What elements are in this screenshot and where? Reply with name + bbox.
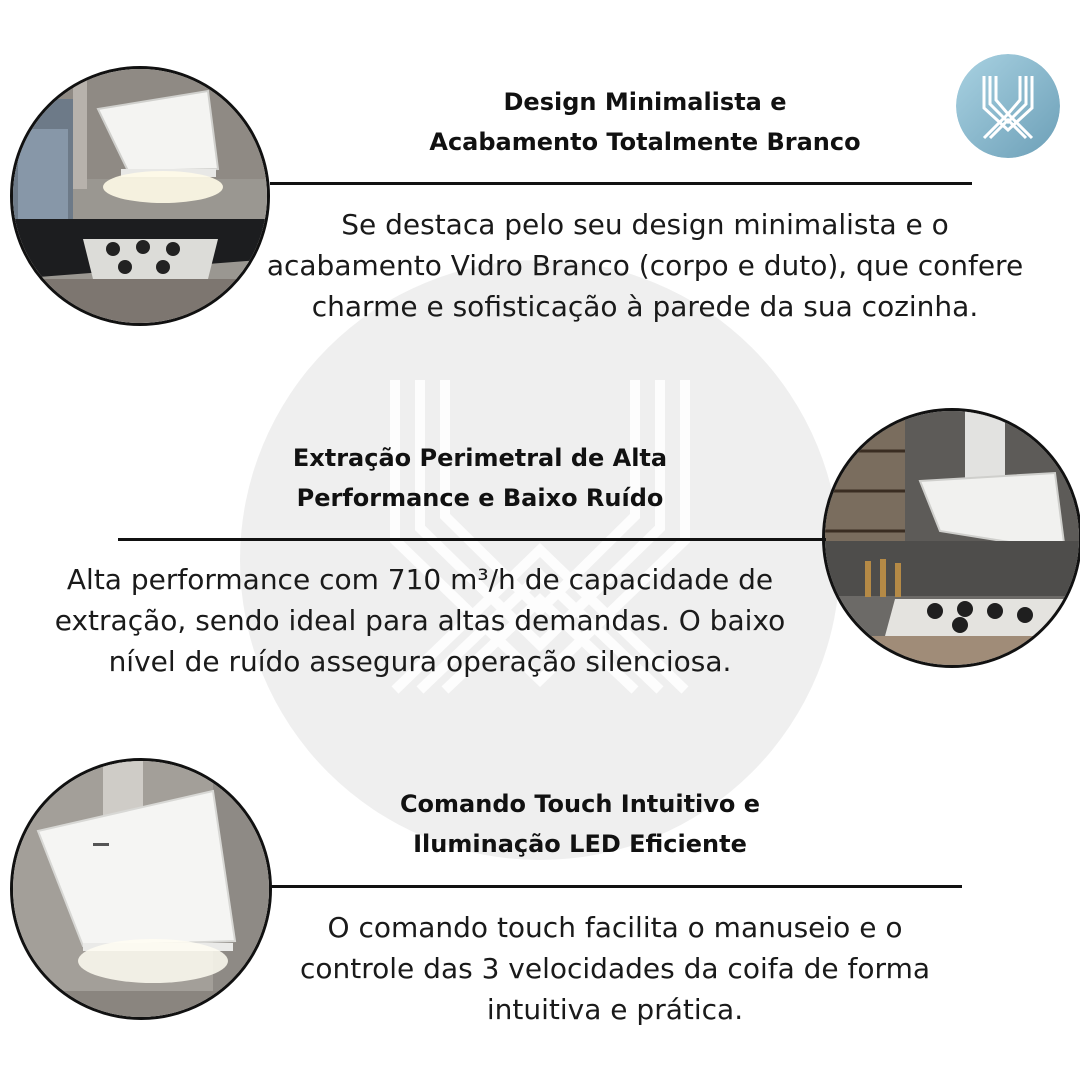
body-line: controle das 3 velocidades da coifa de forma [299, 952, 930, 985]
section-body-extraction [20, 559, 820, 682]
body-line: Alta performance com 710 m³/h de capacidade de [66, 563, 774, 596]
title-line: Performance e Baixo Ruído [296, 484, 664, 512]
body-line: O comando touch facilita o manuseio e o [327, 911, 903, 944]
body-line: Se destaca pelo seu design minimalista e o [341, 208, 949, 241]
divider [270, 182, 972, 185]
body-line: extração, sendo ideal para altas demandas. O baixo [54, 604, 786, 637]
divider [270, 885, 962, 888]
body-line: intuitiva e prática. [486, 993, 744, 1026]
section-title-touch-control [230, 784, 930, 864]
divider [118, 538, 826, 541]
product-photo-kitchen-2 [822, 408, 1080, 668]
title-line: Iluminação LED Eficiente [413, 830, 747, 858]
title-line: Design Minimalista e [503, 88, 787, 116]
product-photo-kitchen-1 [10, 66, 270, 326]
section-body-design [240, 204, 1050, 327]
section-title-extraction [150, 438, 810, 518]
body-line: acabamento Vidro Branco (corpo e duto), que confere [266, 249, 1024, 282]
section-title-design [300, 82, 990, 162]
section-body-touch-control [250, 907, 980, 1030]
title-line: Acabamento Totalmente Branco [429, 128, 861, 156]
title-line: Comando Touch Intuitivo e [399, 790, 761, 818]
body-line: charme e sofisticação à parede da sua cozinha. [311, 290, 979, 323]
body-line: nível de ruído assegura operação silenciosa. [108, 645, 732, 678]
title-line: Extração Perimetral de Alta [292, 444, 668, 472]
